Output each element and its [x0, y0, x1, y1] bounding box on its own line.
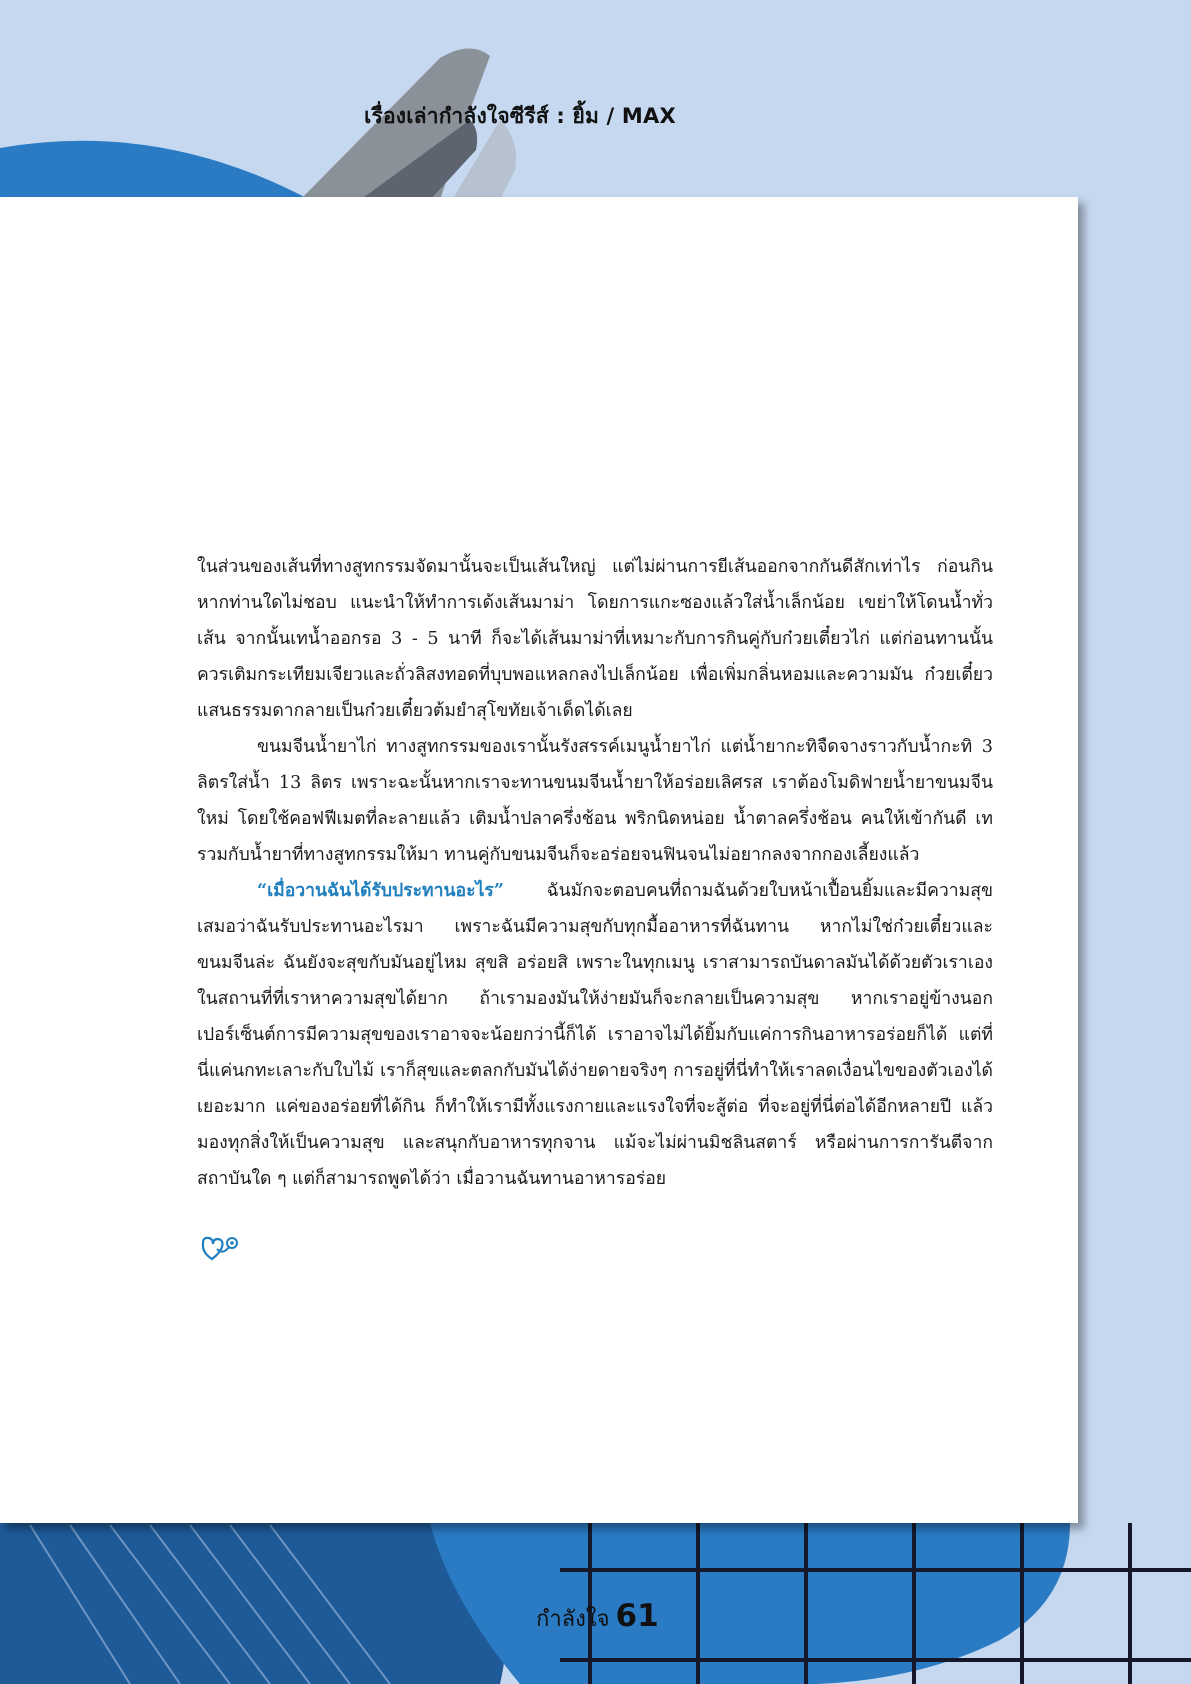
paragraph-khanom-jeen: ขนมจีนน้ำยาไก่ ทางสูทกรรมของเรานั้นรังสรรค์เมนูน้ำยาไก่ แต่น้ำยากะทิจืดจางราวกับน้ำกะทิ 3 ลิตรใส่น้ำ 13 ลิตร เพราะฉะนั้นหากเราจะทานขนมจีนน้ำยาให้อร่อยเลิศรส เราต้องโมดิฟายน้ำยาขนมจีนใหม่ โดยใช้คอฟฟีเมตที่ละลายแล้ว เติมน้ำปลาครึ่งช้อน พริกนิดหน่อย น้ำตาลครึ่งช้อน คนให้เข้ากันดี เทรวมกับน้ำยาที่ทางสูทกรรมให้มา ทานคู่กับขนมจีนก็จะอร่อยจนฟินจนไม่อยากลงจากกองเลี้ยงแล้ว [197, 737, 993, 865]
footer-label: กำลังใจ [536, 1607, 610, 1632]
heart-flower-icon [199, 1235, 245, 1265]
quote-highlight: “เมื่อวานฉันได้รับประทานอะไร” [257, 880, 504, 901]
page-footer [536, 1598, 659, 1638]
closing-text: ฉันมักจะตอบคนที่ถามฉันด้วยใบหน้าเปื้อนยิ้มและมีความสุขเสมอว่าฉันรับประทานอะไรมา เพราะฉันมีความสุขกับทุกมื้ออาหารที่ฉันทาน หากไม่ใช่ก๋วยเตี๋ยวและขนมจีนล่ะ ฉันยังจะสุขกับมันอยู่ไหม สุขสิ อร่อยสิ เพราะในทุกเมนู เราสามารถบันดาลมันได้ด้วยตัวเราเอง ในสถานที่ที่เราหาความสุขได้ยาก ถ้าเรามองมันให้ง่ายมันก็จะกลายเป็นความสุข หากเราอยู่ข้างนอกเปอร์เซ็นต์การมีความสุขของเราอาจจะน้อยกว่านี้ก็ได้ เราอาจไม่ได้ยิ้มกับแค่การกินอาหารอร่อยก็ได้ แต่ที่นี่แค่นกทะเลาะกับใบไม้ เราก็สุขและตลกกับมันได้ง่ายดายจริงๆ การอยู่ที่นี่ทำให้เราลดเงื่อนไขของตัวเองได้เยอะมาก แค่ของอร่อยที่ได้กิน ก็ทำให้เรามีทั้งแรงกายและแรงใจที่จะสู้ต่อ ที่จะอยู่ที่นี่ต่อได้อีกหลายปี แล้วมองทุกสิ่งให้เป็นความสุข และสนุกกับอาหารทุกจาน แม้จะไม่ผ่านมิชลินสตาร์ หรือผ่านการการันตีจากสถาบันใด ๆ แต่ก็สามารถพูดได้ว่า เมื่อวานฉันทานอาหารอร่อย [197, 881, 993, 1189]
paragraph-noodles: ในส่วนของเส้นที่ทางสูทกรรมจัดมานั้นจะเป็นเส้นใหญ่ แต่ไม่ผ่านการยีเส้นออกจากกันดีสักเท่าไร ก่อนกินหากท่านใดไม่ชอบ แนะนำให้ทำการเด้งเส้นมาม่า โดยการแกะซองแล้วใส่น้ำเล็กน้อย เขย่าให้โดนน้ำทั่วเส้น จากนั้นเทน้ำออกรอ 3 - 5 นาที ก็จะได้เส้นมาม่าที่เหมาะกับการกินคู่กับก๋วยเตี๋ยวไก่ แต่ก่อนทานนั้น ควรเติมกระเทียมเจียวและถั่วลิสงทอดที่บุบพอแหลกลงไปเล็กน้อย เพื่อเพิ่มกลิ่นหอมและความมัน ก๋วยเตี๋ยวแสนธรรมดากลายเป็นก๋วยเตี๋ยวต้มยำสุโขทัยเจ้าเด็ดได้เลย [197, 557, 993, 721]
article-body [197, 549, 993, 1197]
bottom-book-area [0, 1520, 506, 1684]
running-header: เรื่องเล่ากำลังใจซีรีส์ : ยิ้ม / MAX [364, 104, 676, 128]
paragraph-closing [197, 873, 993, 1197]
page-number: 61 [615, 1598, 659, 1634]
top-blue-arc [0, 141, 310, 200]
